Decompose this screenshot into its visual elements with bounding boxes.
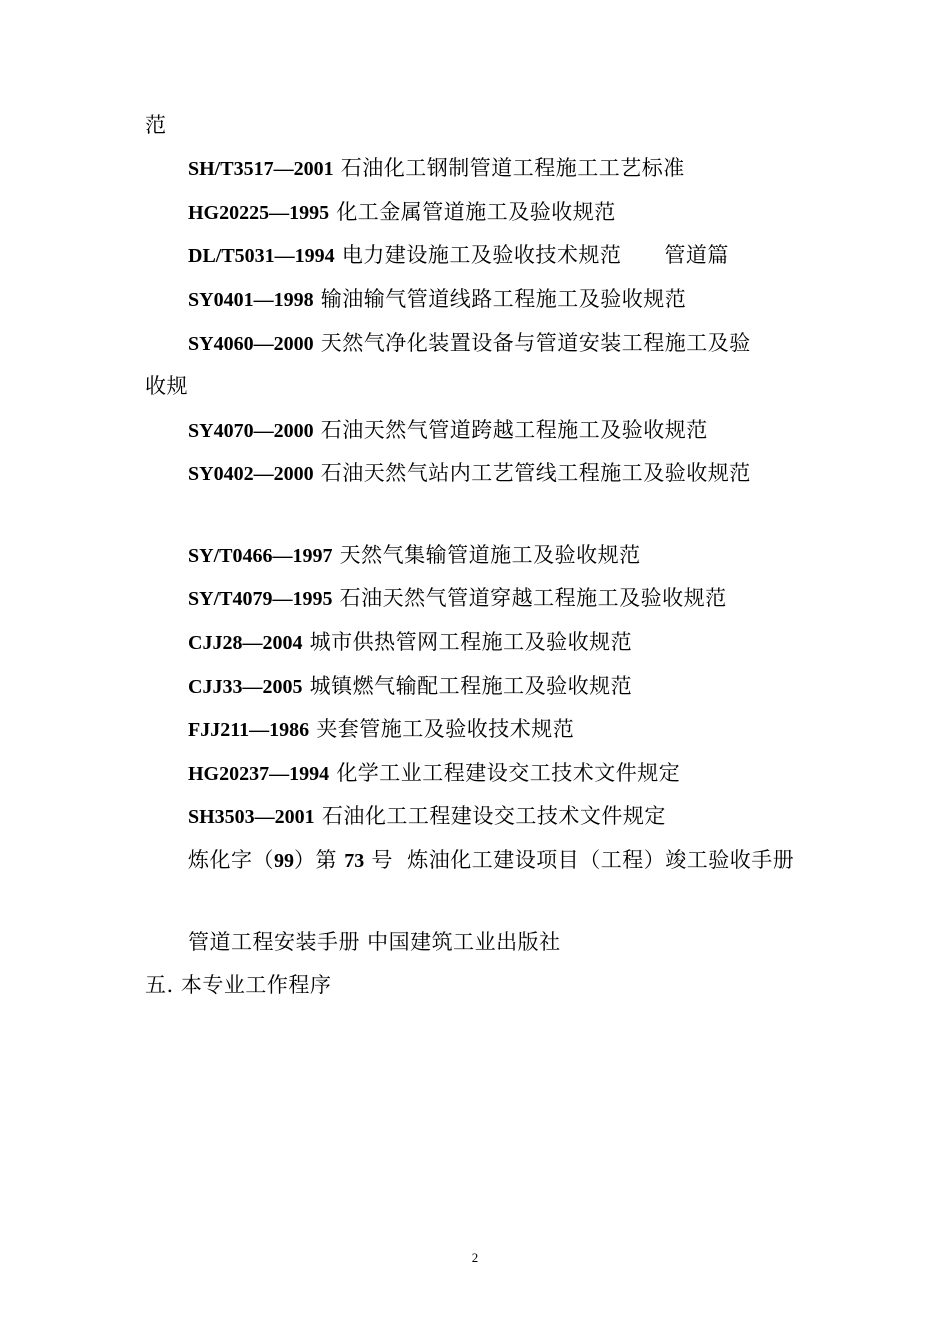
standard-code: SY/T4079—1995 — [188, 588, 333, 610]
standard-title: 化工金属管道施工及验收规范 — [336, 200, 616, 224]
standard-title: 石油化工工程建设交工技术文件规定 — [321, 804, 666, 828]
continued-text: 范 — [145, 113, 167, 137]
standard-title: 天然气集输管道施工及验收规范 — [339, 543, 641, 567]
standard-code: FJJ211—1986 — [188, 719, 310, 741]
standard-code: SY4060—2000 — [188, 333, 314, 355]
document-ref-number: 73 — [344, 850, 365, 872]
standard-item — [188, 585, 727, 612]
standard-item — [188, 803, 666, 830]
standard-item — [188, 716, 574, 743]
standard-item — [188, 847, 794, 874]
standard-title: 石油天然气管道穿越工程施工及验收规范 — [339, 586, 727, 610]
standard-item — [188, 760, 680, 787]
standard-title: 城市供热管网工程施工及验收规范 — [309, 630, 633, 654]
standard-title: 电力建设施工及验收技术规范 管道篇 — [341, 243, 729, 267]
standard-code: CJJ33—2005 — [188, 676, 303, 698]
handbook-reference: 管道工程安装手册 中国建筑工业出版社 — [188, 930, 561, 954]
standard-item — [188, 155, 685, 182]
standard-title: 夹套管施工及验收技术规范 — [316, 717, 575, 741]
section-heading: 五. 本专业工作程序 — [145, 973, 332, 997]
document-ref-suffix: 号 — [371, 848, 393, 872]
page-number: 2 — [471, 1250, 479, 1265]
standard-title: 炼油化工建设项目（工程）竣工验收手册 — [407, 848, 795, 872]
standard-item — [188, 330, 751, 357]
standard-item — [188, 629, 632, 656]
standard-item — [188, 286, 686, 313]
standard-title: 输油输气管道线路工程施工及验收规范 — [320, 287, 687, 311]
standard-item — [188, 542, 641, 569]
standard-title: 石油天然气站内工艺管线工程施工及验收规范 — [320, 461, 751, 485]
standard-code: SY0401—1998 — [188, 289, 314, 311]
standard-title-continuation: 收规 — [145, 374, 188, 398]
standard-code: DL/T5031—1994 — [188, 245, 335, 267]
standard-item — [188, 199, 616, 226]
standard-title: 城镇燃气输配工程施工及验收规范 — [309, 674, 633, 698]
standard-item — [188, 417, 708, 444]
document-ref-mid: ）第 — [294, 848, 337, 872]
document-ref-number: 99 — [274, 850, 294, 872]
document-ref-prefix: 炼化字（ — [188, 848, 274, 872]
standard-code: SH3503—2001 — [188, 806, 315, 828]
standard-code: SH/T3517—2001 — [188, 158, 334, 180]
standard-code: HG20225—1995 — [188, 202, 330, 224]
standard-item — [188, 242, 729, 269]
standard-title: 天然气净化装置设备与管道安装工程施工及验 — [320, 331, 751, 355]
standard-code: CJJ28—2004 — [188, 632, 303, 654]
standard-code: SY/T0466—1997 — [188, 545, 333, 567]
standard-title: 石油化工钢制管道工程施工工艺标准 — [340, 156, 685, 180]
standard-code: SY4070—2000 — [188, 420, 314, 442]
standard-code: HG20237—1994 — [188, 763, 330, 785]
standard-item — [188, 673, 632, 700]
standard-item — [188, 460, 751, 487]
standard-title: 化学工业工程建设交工技术文件规定 — [336, 761, 681, 785]
standard-code: SY0402—2000 — [188, 463, 314, 485]
standard-title: 石油天然气管道跨越工程施工及验收规范 — [320, 418, 708, 442]
